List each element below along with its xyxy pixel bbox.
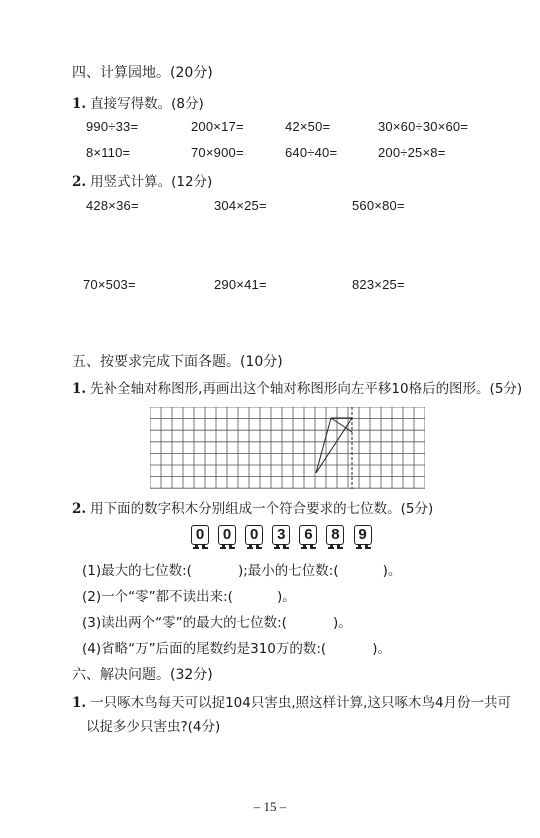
sub-question-text: (1)最大的七位数:( (82, 563, 192, 579)
exercise: 30×60÷30×60= (378, 119, 469, 134)
section-6-title: 六、解决问题。(32分) (72, 667, 213, 683)
number-block: 3 (272, 525, 290, 549)
question-4-2 (72, 170, 212, 190)
question-5-1 (72, 377, 522, 397)
number-block: 6 (299, 525, 317, 549)
exercise: 42×50= (285, 119, 331, 134)
question-text: 先补全轴对称图形,再画出这个轴对称图形向左平移10格后的图形。(5分) (90, 381, 523, 397)
sub-question-text: );最小的七位数:( (237, 563, 339, 579)
sub-question-text: )。 (382, 563, 402, 579)
question-number: 2. (72, 501, 87, 517)
question-number: 1. (72, 96, 87, 112)
sub-question-text: (2)一个“零”都不读出来:( (82, 589, 233, 605)
sub-question-2 (82, 585, 296, 605)
sub-question-text: )。 (276, 589, 296, 605)
number-block: 0 (191, 525, 209, 549)
sub-question-4 (82, 637, 391, 657)
exercise: 70×503= (83, 277, 136, 292)
question-text: 用下面的数字积木分别组成一个符合要求的七位数。(5分) (90, 501, 434, 517)
question-5-2 (72, 497, 433, 517)
section-4-title: 四、计算园地。(20分) (72, 65, 213, 81)
square-grid[interactable] (150, 407, 425, 489)
sub-question-3 (82, 611, 352, 631)
exercise: 70×900= (191, 145, 244, 160)
number-blocks (191, 525, 376, 553)
exercise: 200×17= (191, 119, 244, 134)
number-block: 8 (326, 525, 344, 549)
question-number: 1. (72, 381, 87, 397)
number-block: 9 (354, 525, 372, 549)
number-block: 0 (245, 525, 263, 549)
question-4-1 (72, 92, 204, 112)
page-number: – 15 – (253, 799, 287, 814)
sub-question-text: (4)省略“万”后面的尾数约是310万的数:( (82, 641, 327, 657)
question-number: 1. (72, 695, 87, 711)
exercise: 290×41= (214, 277, 267, 292)
exercise: 200÷25×8= (378, 145, 446, 160)
exercise: 823×25= (352, 277, 405, 292)
question-number: 2. (72, 174, 87, 190)
exercise: 304×25= (214, 198, 267, 213)
question-text: 用竖式计算。(12分) (90, 174, 213, 190)
question-6-1 (72, 691, 511, 711)
sub-question-text: )。 (332, 615, 352, 631)
number-block: 0 (218, 525, 236, 549)
exercise: 560×80= (352, 198, 405, 213)
sub-question-1 (82, 559, 401, 579)
exercise: 640÷40= (285, 145, 338, 160)
question-text: 一只啄木鸟每天可以捉104只害虫,照这样计算,这只啄木鸟4月份一共可 (90, 695, 512, 711)
sub-question-text: (3)读出两个“零”的最大的七位数:( (82, 615, 287, 631)
sub-question-text: )。 (372, 641, 391, 657)
question-6-1-continued: 以捉多少只害虫?(4分) (86, 719, 221, 735)
question-text: 直接写得数。(8分) (90, 96, 204, 112)
exercise: 428×36= (86, 198, 139, 213)
exercise: 8×110= (86, 145, 131, 160)
section-5-title: 五、按要求完成下面各题。(10分) (72, 354, 283, 370)
exercise: 990÷33= (86, 119, 139, 134)
